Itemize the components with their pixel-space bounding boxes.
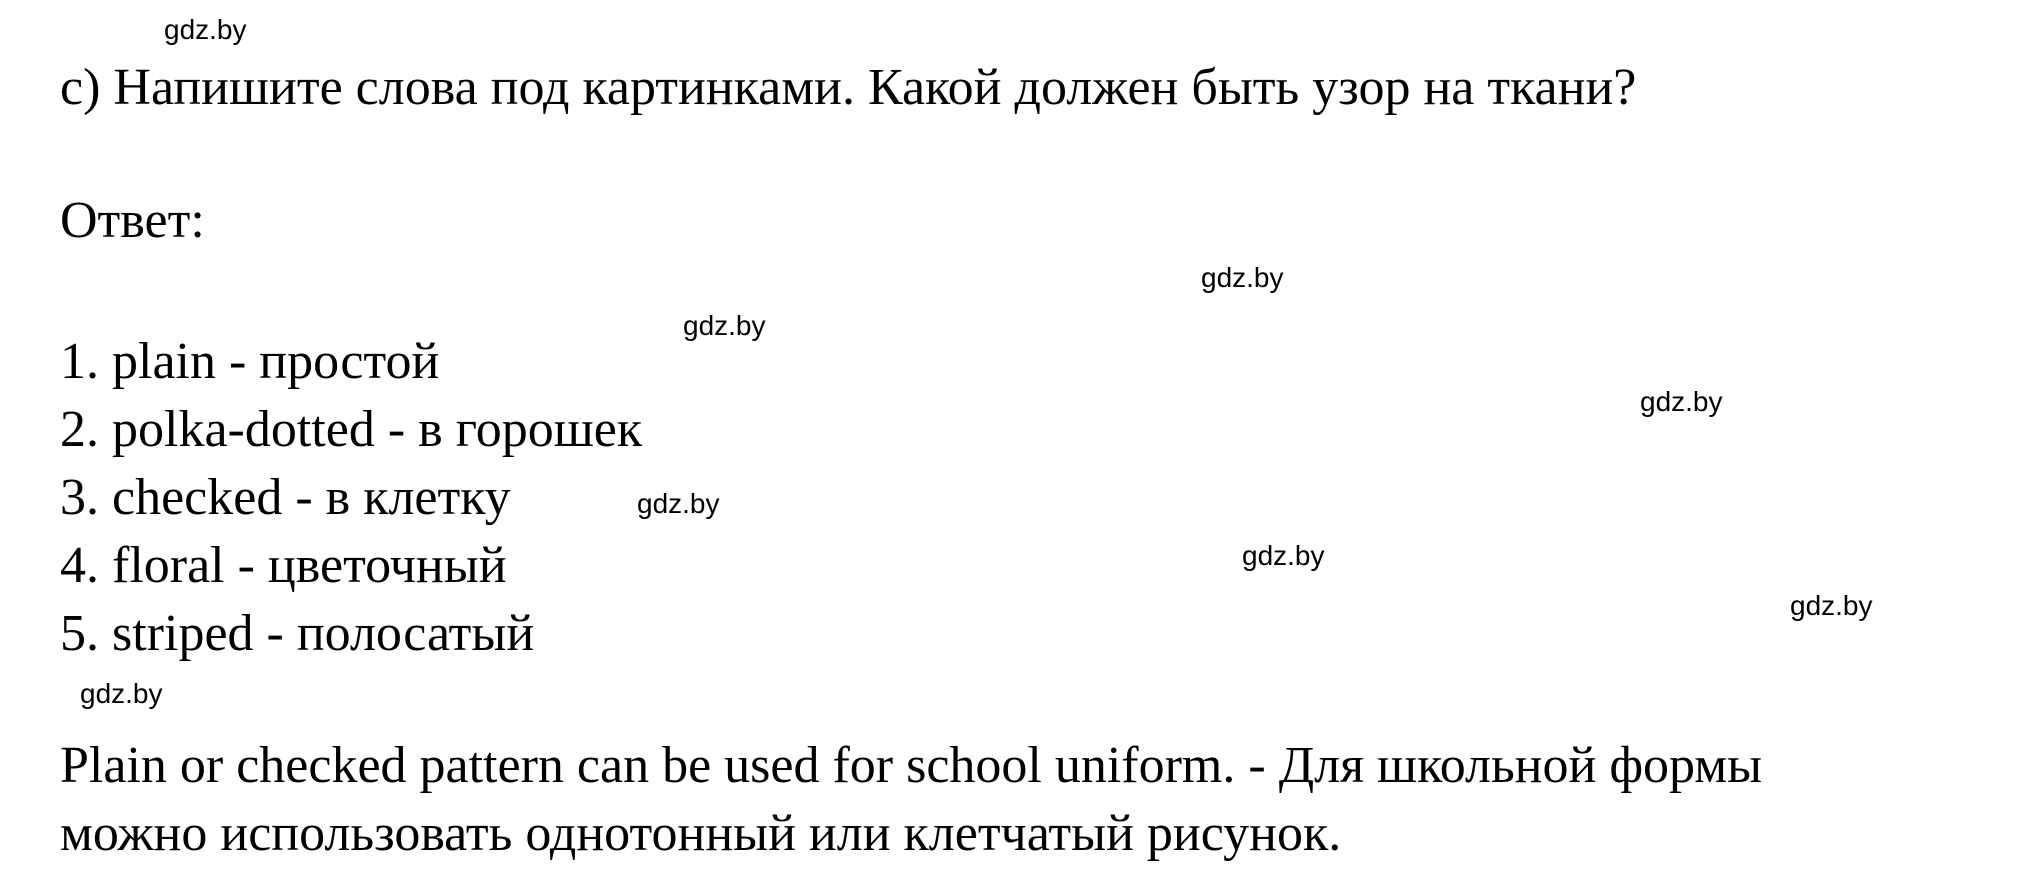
watermark: gdz.by (1242, 540, 1325, 571)
answer-list (60, 328, 642, 668)
watermark: gdz.by (164, 14, 247, 45)
watermark: gdz.by (1640, 386, 1723, 417)
conclusion-line-2: можно использовать однотонный или клетчатый рисунок. (60, 805, 1342, 862)
answer-item: 5. striped - полосатый (60, 605, 535, 662)
watermark: gdz.by (1790, 590, 1873, 621)
answer-item: 3. checked - в клетку (60, 469, 511, 526)
watermark: gdz.by (1201, 262, 1284, 293)
watermark: gdz.by (80, 678, 163, 709)
answer-item: 1. plain - простой (60, 333, 440, 390)
answer-item: 4. floral - цветочный (60, 537, 507, 594)
answer-item: 2. polka-dotted - в горошек (60, 401, 643, 458)
task-heading: c) Напишите слова под картинками. Какой должен быть узор на ткани? (60, 59, 1637, 116)
conclusion-line-1: Plain or checked pattern can be used for school uniform. - Для школьной формы (60, 737, 1763, 794)
watermark: gdz.by (683, 310, 766, 341)
watermark: gdz.by (637, 488, 720, 519)
answer-label: Ответ: (60, 192, 205, 249)
